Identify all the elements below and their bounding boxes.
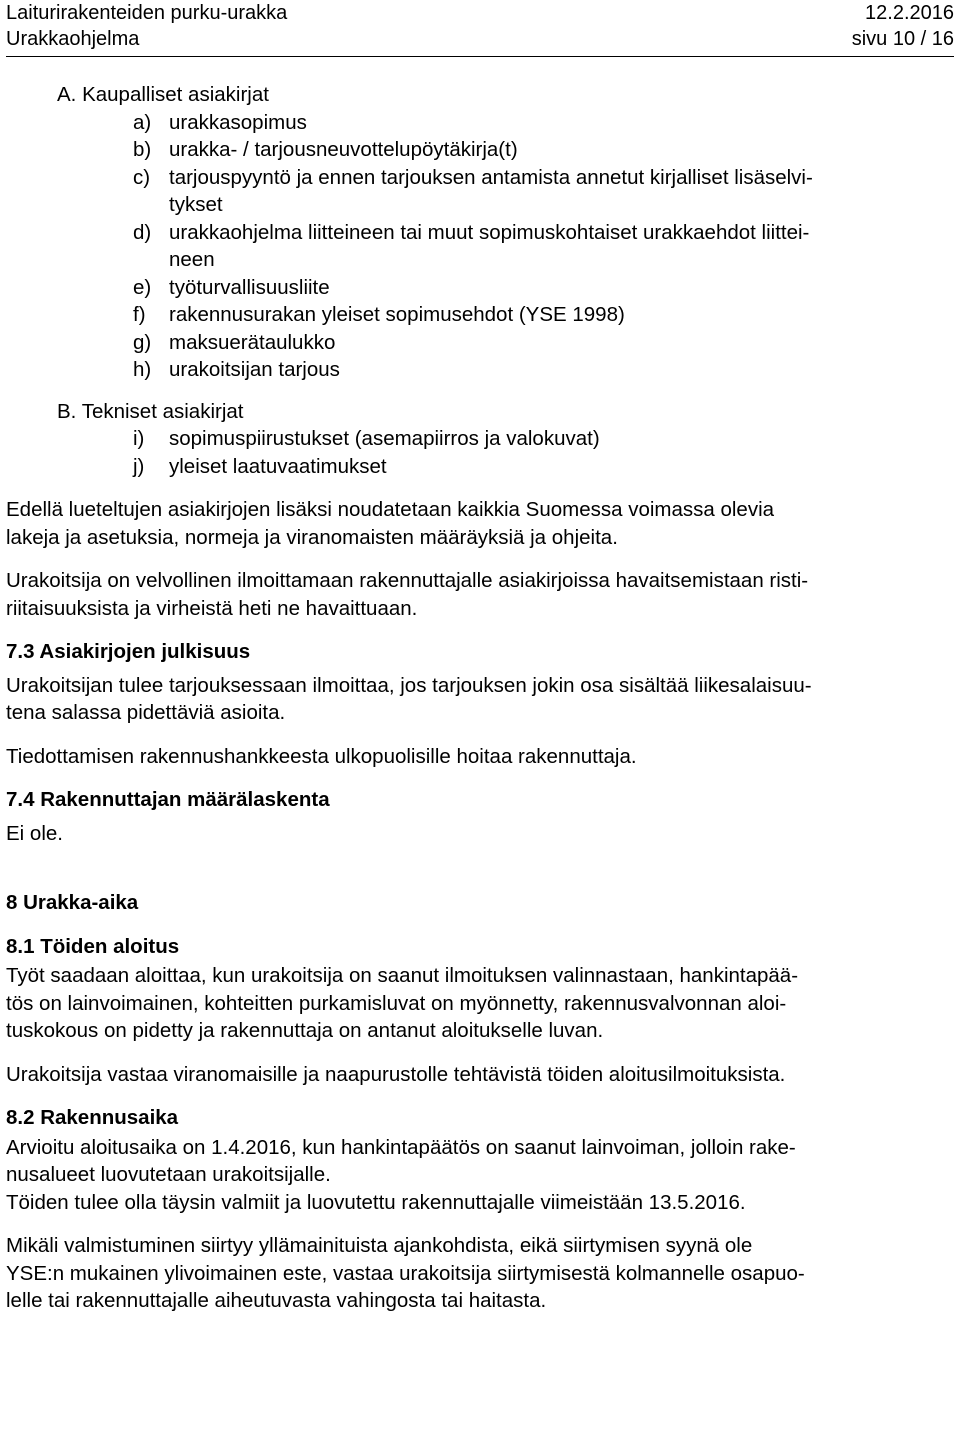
list-letter: h) xyxy=(133,358,152,381)
heading-8: 8 Urakka-aika xyxy=(6,891,139,914)
paragraph-line: tena salassa pidettäviä asioita. xyxy=(6,701,286,724)
spacer xyxy=(6,1216,954,1232)
paragraph-line: Töiden tulee olla täysin valmiit ja luovutettu rakennuttajalle viimeistään 13.5.2016. xyxy=(6,1190,746,1214)
list-item-text: yleiset laatuvaatimukset xyxy=(169,454,387,478)
heading-7-4: 7.4 Rakennuttajan määrälaskenta xyxy=(6,788,330,811)
spacer xyxy=(6,917,954,933)
paragraph-line: lelle tai rakennuttajalle aiheutuvasta vahingosta tai haitasta. xyxy=(6,1289,547,1312)
page-header xyxy=(6,0,954,57)
list-item-text: urakkasopimus xyxy=(169,110,307,134)
paragraph-line: tös on lainvoimainen, kohteitten purkamisluvat on myönnetty, rakennusvalvonnan aloi- xyxy=(6,991,787,1015)
paragraph-notifications: Urakoitsija vastaa viranomaisille ja naapurustolle tehtävistä töiden aloitusilmoituksista. xyxy=(6,1062,786,1086)
list-item-e xyxy=(6,274,954,302)
list-item-text: sopimuspiirustukset (asemapiirros ja valokuvat) xyxy=(169,427,600,450)
spacer xyxy=(6,551,954,567)
list-item-text: urakka- / tarjousneuvottelupöytäkirja(t) xyxy=(169,138,518,161)
list-item-text: rakennusurakan yleiset sopimusehdot (YSE 1998) xyxy=(169,303,625,326)
paragraph-line: Arvioitu aloitusaika on 1.4.2016, kun hankintapäätös on saanut lainvoiman, jolloin rake- xyxy=(6,1135,796,1159)
list-letter: d) xyxy=(133,220,152,244)
list-item-g xyxy=(6,329,954,357)
section-b-title: B. Tekniset asiakirjat xyxy=(57,399,244,423)
list-item-j xyxy=(6,453,954,481)
paragraph-line: Urakoitsija on velvollinen ilmoittamaan rakennuttajalle asiakirjoissa havaitsemistaan risti- xyxy=(6,569,809,592)
page-number: sivu 10 / 16 xyxy=(851,28,954,50)
heading-8-1: 8.1 Töiden aloitus xyxy=(6,934,180,958)
list-letter: a) xyxy=(133,110,152,134)
list-item-text: urakoitsijan tarjous xyxy=(169,358,340,381)
spacer xyxy=(6,622,954,638)
paragraph-line: Työt saadaan aloittaa, kun urakoitsija on saanut ilmoituksen valinnastaan, hankintapää- xyxy=(6,964,799,987)
list-letter: e) xyxy=(133,275,152,299)
list-letter: f) xyxy=(133,303,146,326)
paragraph-legislation xyxy=(6,496,954,551)
paragraph-start-of-work xyxy=(6,962,954,1045)
spacer xyxy=(6,727,954,743)
spacer xyxy=(6,770,954,786)
paragraph-line: Edellä lueteltujen asiakirjojen lisäksi noudatetaan kaikkia Suomessa voimassa olevia xyxy=(6,498,775,521)
spacer xyxy=(6,480,954,496)
paragraph-delay-liability xyxy=(6,1232,954,1315)
list-item-h xyxy=(6,356,954,384)
spacer xyxy=(6,1088,954,1104)
list-letter: g) xyxy=(133,330,152,354)
paragraph-line: lakeja ja asetuksia, normeja ja viranomaisten määräyksiä ja ohjeita. xyxy=(6,525,618,549)
list-item-text-line2: neen xyxy=(169,248,215,271)
spacer xyxy=(6,847,954,889)
paragraph-line: Mikäli valmistuminen siirtyy yllämainituista ajankohdista, eikä siirtymisen syynä ole xyxy=(6,1234,753,1257)
paragraph-line: YSE:n mukainen ylivoimainen este, vastaa urakoitsija siirtymisestä kolmannelle osapuo- xyxy=(6,1261,805,1285)
list-item-text-line1: tarjouspyyntö ja ennen tarjouksen antamista annetut kirjalliset lisäselvi- xyxy=(169,165,813,189)
paragraph-construction-time xyxy=(6,1134,954,1217)
heading-8-2: 8.2 Rakennusaika xyxy=(6,1106,179,1129)
list-letter: i) xyxy=(133,427,145,450)
document-title: Laiturirakenteiden purku-urakka xyxy=(6,2,288,24)
list-item-b xyxy=(6,136,954,164)
heading-7-3: 7.3 Asiakirjojen julkisuus xyxy=(6,640,251,663)
section-a-list xyxy=(6,109,954,384)
document-content xyxy=(6,81,954,1315)
paragraph-confidentiality xyxy=(6,672,954,727)
list-letter: j) xyxy=(133,454,145,478)
paragraph-line: Urakoitsijan tulee tarjouksessaan ilmoittaa, jos tarjouksen jokin osa sisältää liikesalaisuu- xyxy=(6,673,812,697)
list-item-d xyxy=(6,219,954,274)
paragraph-line: riitaisuuksista ja virheistä heti ne havaittuaan. xyxy=(6,596,418,620)
paragraph-line: tuskokous on pidetty ja rakennuttaja on antanut aloitukselle luvan. xyxy=(6,1019,604,1042)
paragraph-contradictions xyxy=(6,567,954,622)
section-b-list xyxy=(6,425,954,480)
document-page xyxy=(6,0,954,1312)
paragraph-quantity: Ei ole. xyxy=(6,821,63,845)
paragraph-communication: Tiedottamisen rakennushankkeesta ulkopuolisille hoitaa rakennuttaja. xyxy=(6,744,637,768)
list-item-c xyxy=(6,164,954,219)
header-row-top xyxy=(6,0,954,26)
section-a-title: A. Kaupalliset asiakirjat xyxy=(57,83,269,106)
spacer xyxy=(6,1045,954,1061)
spacer xyxy=(6,384,954,398)
document-date: 12.2.2016 xyxy=(865,2,954,24)
list-letter: b) xyxy=(133,138,152,161)
list-item-f xyxy=(6,301,954,329)
list-item-text-line1: urakkaohjelma liitteineen tai muut sopimuskohtaiset urakkaehdot liittei- xyxy=(169,220,810,244)
list-letter: c) xyxy=(133,165,151,189)
document-subtitle: Urakkaohjelma xyxy=(6,28,140,50)
list-item-text: maksuerätaulukko xyxy=(169,330,336,354)
list-item-text: työturvallisuusliite xyxy=(169,275,330,299)
paragraph-line: nusalueet luovutetaan urakoitsijalle. xyxy=(6,1163,331,1186)
list-item-a xyxy=(6,109,954,137)
header-row-bottom xyxy=(6,26,954,52)
list-item-i xyxy=(6,425,954,453)
list-item-text-line2: tykset xyxy=(169,193,223,216)
